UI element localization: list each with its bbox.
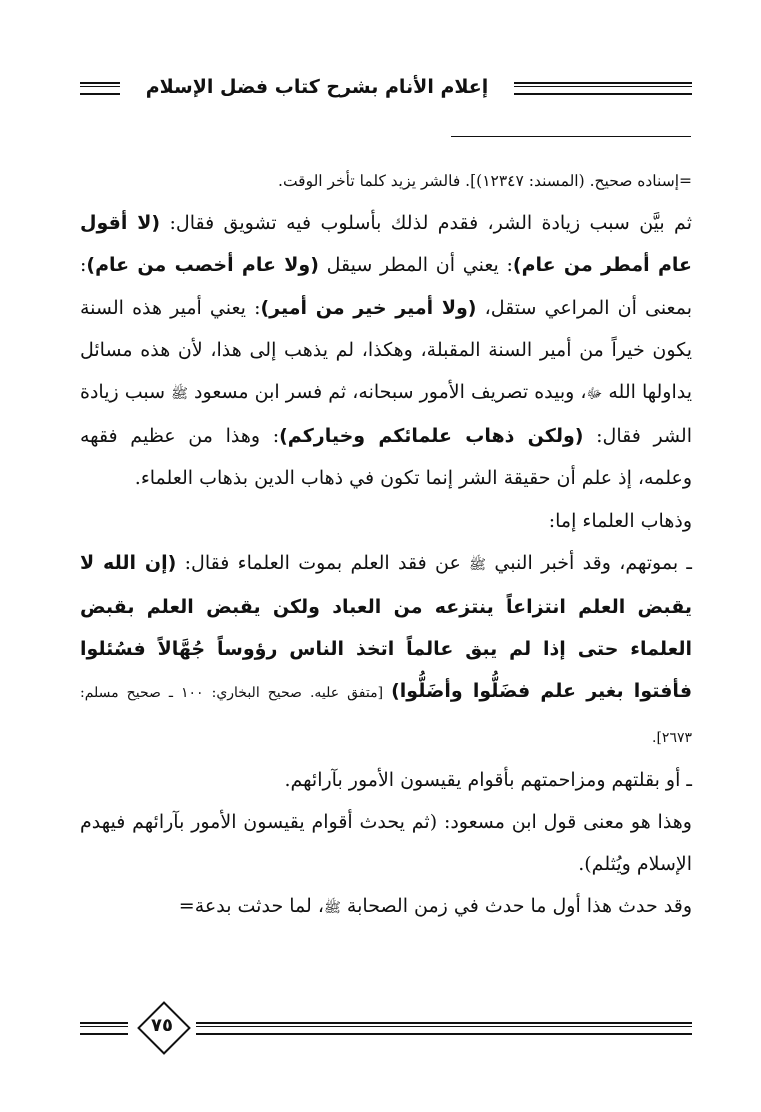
paragraph-death-of-scholars (80, 542, 692, 759)
header-rule-right (514, 82, 692, 95)
paragraph-scholars-intro: وذهاب العلماء إما: (548, 509, 692, 532)
book-title: إعلام الأنام بشرح كتاب فضل الإسلام (145, 76, 489, 98)
text-run: : يعني أن المطر سيقل (318, 254, 513, 277)
hadith-reference: [متفق عليه. صحيح البخاري: ١٠٠ ـ صحيح مسلم: ٢٦٧٣]. (80, 685, 692, 746)
honorific-glyph: ﷺ (469, 556, 487, 573)
honorific-glyph: ﷺ (171, 386, 188, 403)
quote-bold: (ولكن ذهاب علمائكم وخياركم) (279, 425, 584, 448)
text-run: عن فقد العلم بموت العلماء فقال: (176, 551, 470, 574)
text-run: ، وبيده تصريف الأمور سبحانه، ثم فسر ابن مسعود (188, 381, 587, 404)
text-run: وقد حدث هذا أول ما حدث في زمن الصحابة (340, 895, 692, 918)
text-run: : يعني أمير هذه السنة يكون خيراً من أمير السنة المقبلة، وهكذا، لم يذهب إلى هذا، لأن هذه مسائل يداولها الله (80, 296, 692, 404)
page-number: ٧٥ (151, 1015, 173, 1036)
text-run: : وهذا من عظيم فقهه وعلمه، إذ علم أن حقيقة الشر إنما تكون في ذهاب الدين بذهاب العلماء. (80, 425, 692, 490)
quote-bold: (ولا عام أخصب من عام) (86, 254, 319, 277)
text-run: ، لما حدثت بدعة= (178, 895, 324, 918)
text-run: ثم بيَّن سبب زيادة الشر، فقدم لذلك بأسلوب فيه تشويق فقال: (160, 212, 692, 235)
page-number-badge (136, 1000, 188, 1052)
footer-rule-left (80, 1022, 128, 1035)
header-rule-left (80, 82, 120, 95)
honorific-glyph: ﷻ (586, 386, 603, 403)
hadith-bold: (إن الله لا يقبض العلم انتزاعاً ينتزعه من العباد ولكن يقبض العلم بقبض العلماء حتى إذا لم يبق عالماً اتخذ الناس رؤوساً جُهَّالاً فسُئلوا فأفتوا بغير علم فضَلُّوا وأضَلُّوا) (80, 551, 693, 703)
quote-bold: (لا أقول عام أمطر من عام) (80, 212, 692, 277)
quote-bold: (ولا أمير خير من أمير) (260, 296, 477, 319)
honorific-glyph: ﷺ (323, 900, 341, 917)
running-header (80, 74, 692, 104)
paragraph-explanation (80, 202, 692, 499)
page-body (80, 160, 692, 930)
footnote-continuation: =إسناده صحيح. (المسند: ١٢٣٤٧)]. فالشر يزيد كلما تأخر الوقت. (278, 172, 692, 190)
footnote-separator (451, 136, 691, 137)
text-run: : بمعنى أن المراعي ستقل، (80, 254, 692, 319)
page-footer (80, 1000, 692, 1060)
paragraph-ibn-masud: وهذا هو معنى قول ابن مسعود: (ثم يحدث أقوام يقيسون الأمور بآرائهم فيهدم الإسلام ويُثلم). (80, 811, 692, 876)
paragraph-few-scholars: ـ أو بقلتهم ومزاحمتهم بأقوام يقيسون الأمور بآرائهم. (284, 768, 692, 791)
footer-rule-right (196, 1022, 692, 1035)
paragraph-first-occurrence (80, 885, 692, 929)
text-run: ـ بموتهم، وقد أخبر النبي (486, 551, 692, 574)
text-run: سبب زيادة الشر فقال: (80, 381, 692, 448)
